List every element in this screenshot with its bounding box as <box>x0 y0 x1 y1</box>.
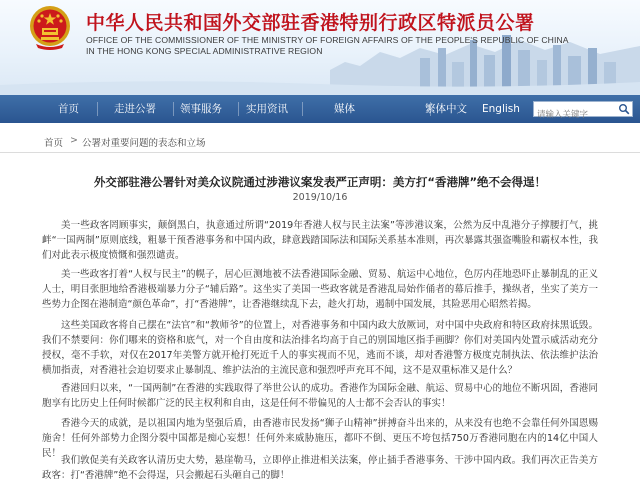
nav-divider <box>173 102 174 116</box>
breadcrumb <box>0 132 640 153</box>
article-title: 外交部驻港公署针对美众议院通过涉港议案发表严正声明：美方打“香港牌”绝不会得逞！ <box>93 175 547 189</box>
office-title-english-line2: IN THE HONG KONG SPECIAL ADMINISTRATIVE REGION <box>86 46 323 56</box>
nav-home[interactable]: 首页 <box>58 103 79 115</box>
national-emblem-icon <box>28 4 72 50</box>
header-banner <box>0 0 640 95</box>
nav-about-office[interactable]: 走进公署 <box>114 103 156 115</box>
nav-consular-services[interactable]: 领事服务 <box>180 103 222 115</box>
article-paragraph-1: 美一些政客罔顾事实，颠倒黑白，执意通过所谓“2019年香港人权与民主法案”等涉港议案，公然为反中乱港分子撑腰打气，挑衅“一国两制”原则底线，粗暴干预香港事务和中国内政，肆意践踏国际法和国际关系基本准则，再次暴露其强盗嘴脸和霸权本性，我们对此表示极度愤慨和强烈谴责。 <box>42 220 598 261</box>
article-paragraph-5: 香港今天的成就，是以祖国内地为坚强后盾，由香港市民发扬“狮子山精神”拼搏奋斗出来的，从来没有也绝不会靠任何外国恩赐施舍！任何外部势力企图分裂中国都是痴心妄想！任何外来威胁施压，都吓不倒、更压不垮包括750万香港同胞在内的14亿中国人民！ <box>42 418 598 459</box>
article-paragraph-4: 香港回归以来，“一国两制”在香港的实践取得了举世公认的成功。香港作为国际金融、航运、贸易中心的地位不断巩固，香港同胞享有比历史上任何时候都广泛的民主权利和自由，这是任何不带偏见的人士都不会否认的事实！ <box>42 383 598 409</box>
nav-english[interactable]: English <box>482 103 520 115</box>
article-paragraph-2: 美一些政客打着“人权与民主”的幌子，居心叵测地被不法香港国际金融、贸易、航运中心地位，色厉内荏地恐吓止暴制乱的正义人士，明目张胆地给香港极端暴力分子“辅后路”。这坐实了美国一些政客就是香港乱局始作俑者的幕后推手，操纵者，坐实了美方一些势力企图在港制造“颜色革命”，打“香港牌”，让香港继续乱下去，趁火打劫，遏制中国发展，其险恶用心昭然若揭。 <box>42 269 598 310</box>
nav-divider <box>97 102 98 116</box>
nav-divider <box>302 102 303 116</box>
main-nav <box>0 95 640 123</box>
breadcrumb-home-link[interactable]: 首页 <box>44 138 64 149</box>
article-paragraph-6: 我们敦促美有关政客认清历史大势，悬崖勒马，立即停止推进相关法案，停止插手香港事务、干涉中国内政。我们再次正告美方政客：打“香港牌”绝不会得逞，只会搬起石头砸自己的脚！ <box>42 455 598 481</box>
breadcrumb-separator: > <box>70 135 78 146</box>
search-input[interactable] <box>534 108 624 122</box>
nav-media[interactable]: 媒体 <box>334 103 355 115</box>
nav-traditional-chinese[interactable]: 繁体中文 <box>425 103 467 115</box>
article-date: 2019/10/16 <box>292 192 348 203</box>
search-icon[interactable] <box>618 103 630 115</box>
nav-divider <box>238 102 239 116</box>
breadcrumb-section-link[interactable]: 公署对重要问题的表态和立场 <box>82 138 206 149</box>
nav-practical-info[interactable]: 实用资讯 <box>246 103 288 115</box>
office-title-english-line1: OFFICE OF THE COMMISSIONER OF THE MINISTRY OF FOREIGN AFFAIRS OF THE PEOPLE'S REPUBLIC OF CHINA <box>86 35 569 45</box>
office-title-chinese: 中华人民共和国外交部驻香港特别行政区特派员公署 <box>86 12 535 34</box>
article-paragraph-3: 这些美国政客将自己摆在“法官”和“教师爷”的位置上，对香港事务和中国内政大放厥词，对中国中央政府和特区政府抹黑诋毁。我们不禁要问：你们哪来的资格和底气，对一个自由度和法治排名均高于自己的别国地区指手画脚？你们对美国内处置示威活动充分授权，毫不手软，对仅在2017年美警方就开枪打死近千人的事实视而不见，逃而不谈，却对香港警方极度克制执法、依法维护法治横加指责，对香港社会迫切要求止暴制乱、维护法治的主流民意和强烈呼声充耳不闻，这不是双重标准又是什么？ <box>42 320 598 376</box>
search-box <box>533 101 633 117</box>
